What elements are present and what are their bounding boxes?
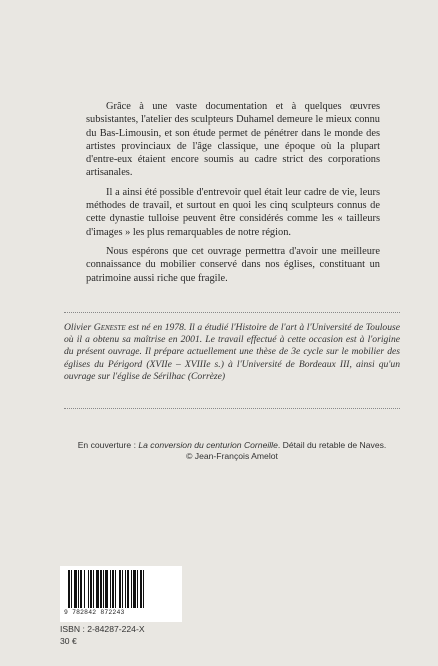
summary-paragraph-1: Grâce à une vaste documentation et à quelques œuvres subsistantes, l'atelier des sculpteurs Duhamel demeure le mieux connu du Bas-Limousin, et son étude permet de pénétrer dans le monde des artistes provinciaux de l'âge classique, une époque où la plupart d'entre-eux étaient encore soumis au cadre strict des corporations artisanales.: [86, 101, 380, 179]
cover-credit-suffix: . Détail du retable de Naves.: [277, 440, 387, 450]
isbn: ISBN : 2-84287-224-X: [60, 624, 145, 634]
cover-credit-prefix: En couverture :: [77, 440, 139, 450]
cover-artwork-title: La conversion du centurion Corneille: [138, 440, 278, 450]
cover-credit: [40, 440, 424, 462]
summary-text: [86, 100, 380, 285]
dotted-divider-bottom: [64, 408, 400, 409]
author-first-name: Olivier: [64, 322, 94, 333]
author-bio: [64, 322, 400, 383]
summary-paragraph-3: Nous espérons que cet ouvrage permettra d'avoir une meilleure connaissance du mobilier conservé dans nos églises, constituant un patrimoine aussi riche que fragile.: [86, 245, 380, 284]
photo-credit: © Jean-François Amelot: [186, 451, 278, 462]
summary-paragraph-2: Il a ainsi été possible d'entrevoir quel était leur cadre de vie, leurs méthodes de travail, et surtout en quoi les cinq sculpteurs connus de cette dynastie tulloise peuvent être considérés comme les « tailleurs d'images » les plus remarquables de notre région.: [86, 186, 380, 238]
cover-credit-line: [40, 440, 424, 451]
price: 30 €: [60, 636, 77, 646]
dotted-divider-top: [64, 312, 400, 313]
author-last-name: Geneste: [93, 322, 126, 333]
barcode: [60, 566, 182, 622]
barcode-digits: 9 782842 872243: [64, 609, 125, 616]
barcode-icon: [68, 570, 176, 608]
author-bio-text: est né en 1978. Il a étudié l'Histoire de l'art à l'Université de Toulouse où il a obtenu sa maîtrise en 2001. Le travail effectué à cette occasion est à l'origine du présent ouvrage. Il prépare actuellement une thèse de 3e cycle sur le mobilier des églises du Périgord (XVIIe – XVIIIe s.) à l'Université de Bordeaux III, ainsi qu'un ouvrage sur l'église de Sérilhac (Corrèze): [64, 322, 401, 382]
